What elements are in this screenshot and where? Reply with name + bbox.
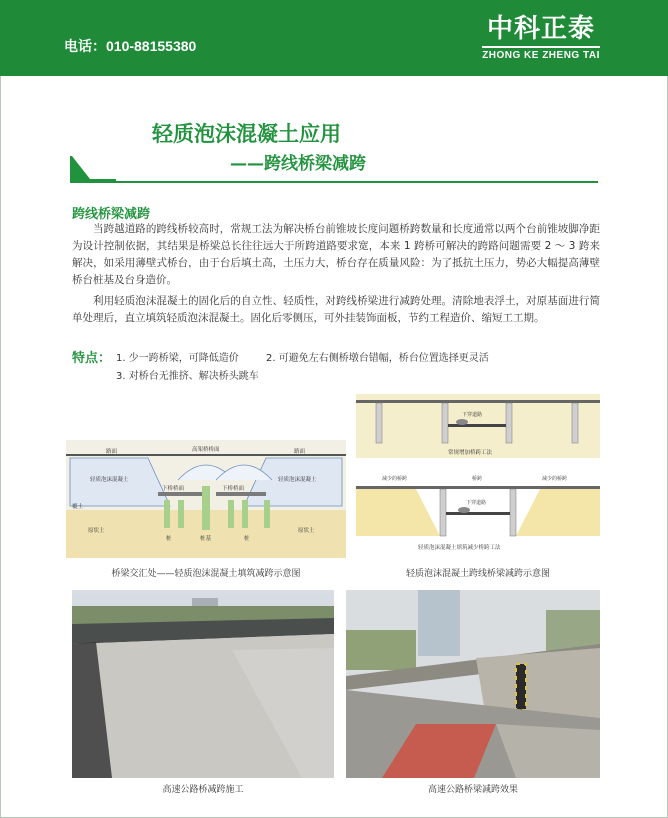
- section-heading: 跨线桥梁减跨: [72, 207, 151, 222]
- pile-mid-label: 桩基: [200, 536, 212, 542]
- photo-left-caption: 高速公路桥减跨施工: [162, 785, 244, 795]
- feature-item: 3. 对桥台无推挤、解决桥头跳车: [116, 371, 259, 382]
- road-left-label: 路面: [106, 449, 118, 455]
- pile-left-label: 桩: [166, 536, 172, 542]
- under-deck-left-label: 下桥桥面: [162, 486, 185, 492]
- diagram-left-caption: 桥梁交汇处——轻质泡沫混凝土填筑减跨示意图: [111, 569, 301, 579]
- header-band: [0, 0, 668, 76]
- undisturbed-right-label: 原状土: [298, 528, 315, 534]
- construction-photo: [72, 590, 334, 778]
- result-photo: [346, 590, 600, 778]
- pile-right-label: 桩: [244, 536, 250, 542]
- cover-soil-label: 覆土: [72, 504, 84, 510]
- diagram-right-caption: 轻质泡沫混凝土跨线桥梁减跨示意图: [405, 569, 550, 579]
- road-right-label: 路面: [294, 449, 306, 455]
- foam-right-label: 轻质泡沫混凝土: [278, 477, 317, 483]
- feature-item: 1. 少一跨桥梁，可降低造价: [116, 353, 239, 364]
- span-label: 桥跨: [472, 476, 483, 482]
- title-rule-tab: [70, 156, 116, 181]
- logo-chinese: 中科正泰: [486, 14, 595, 44]
- reduce-left-label: 减少的桥跨: [382, 476, 408, 482]
- underpass-road-label: 下穿道路: [462, 412, 483, 418]
- reduced-span-diagram: [356, 470, 600, 554]
- foam-left-label: 轻质泡沫混凝土: [90, 477, 129, 483]
- phone-number: 电话：010-88155380: [64, 38, 197, 54]
- paragraph-2: 利用轻质泡沫混凝土的固化后的自立性、轻质性，对跨线桥梁进行减跨处理。清除地表浮土，对原基面进行简单处理后，直立填筑轻质泡沫混凝土。固化后零侧压，可外挂装饰面板，节约工程造价、缩短工工期。: [72, 295, 600, 324]
- features-label: 特点：: [72, 351, 112, 366]
- photo-right-caption: 高速公路桥梁减跨效果: [427, 785, 518, 795]
- top-diagram-caption: 常规增加桥跨工法: [448, 450, 493, 456]
- conventional-span-diagram: [356, 394, 600, 458]
- title-rule: [70, 181, 598, 183]
- reduce-right-label: 减少的桥跨: [542, 476, 568, 482]
- page-subtitle: ——跨线桥梁减跨: [230, 154, 366, 174]
- under-deck-right-label: 下桥桥面: [222, 486, 245, 492]
- logo-english: ZHONG KE ZHENG TAI: [482, 50, 600, 61]
- bridge-junction-diagram: [66, 440, 346, 558]
- undisturbed-left-label: 原状土: [88, 528, 105, 534]
- page-title: 轻质泡沫混凝土应用: [152, 122, 341, 146]
- bridge-deck-label: 高架桥桥面: [192, 447, 220, 453]
- company-logo: [478, 14, 604, 61]
- logo-divider: [482, 46, 600, 48]
- underpass-road-label-2: 下穿道路: [466, 500, 487, 506]
- feature-item: 2. 可避免左右侧桥墩台错幅，桥台位置选择更灵活: [266, 353, 489, 364]
- bottom-diagram-caption: 轻质泡沫混凝土填筑减少桥跨工法: [418, 545, 501, 551]
- paragraph-1: 当跨越道路的跨线桥较高时，常规工法为解决桥台前锥坡长度问题桥跨数量和长度通常以两个台前锥坡脚净距为设计控制依据，其结果是桥梁总长往往远大于所跨道路要求宽，本来 1 跨桥可解决的跨路问题需要 2 ～ 3 跨来解决，如采用薄壁式桥台，由于台后填土高，土压力大，桥台存在质量风险：为了抵抗土压力，势必大幅提高薄壁桥台桩基及台身造价。: [72, 223, 600, 286]
